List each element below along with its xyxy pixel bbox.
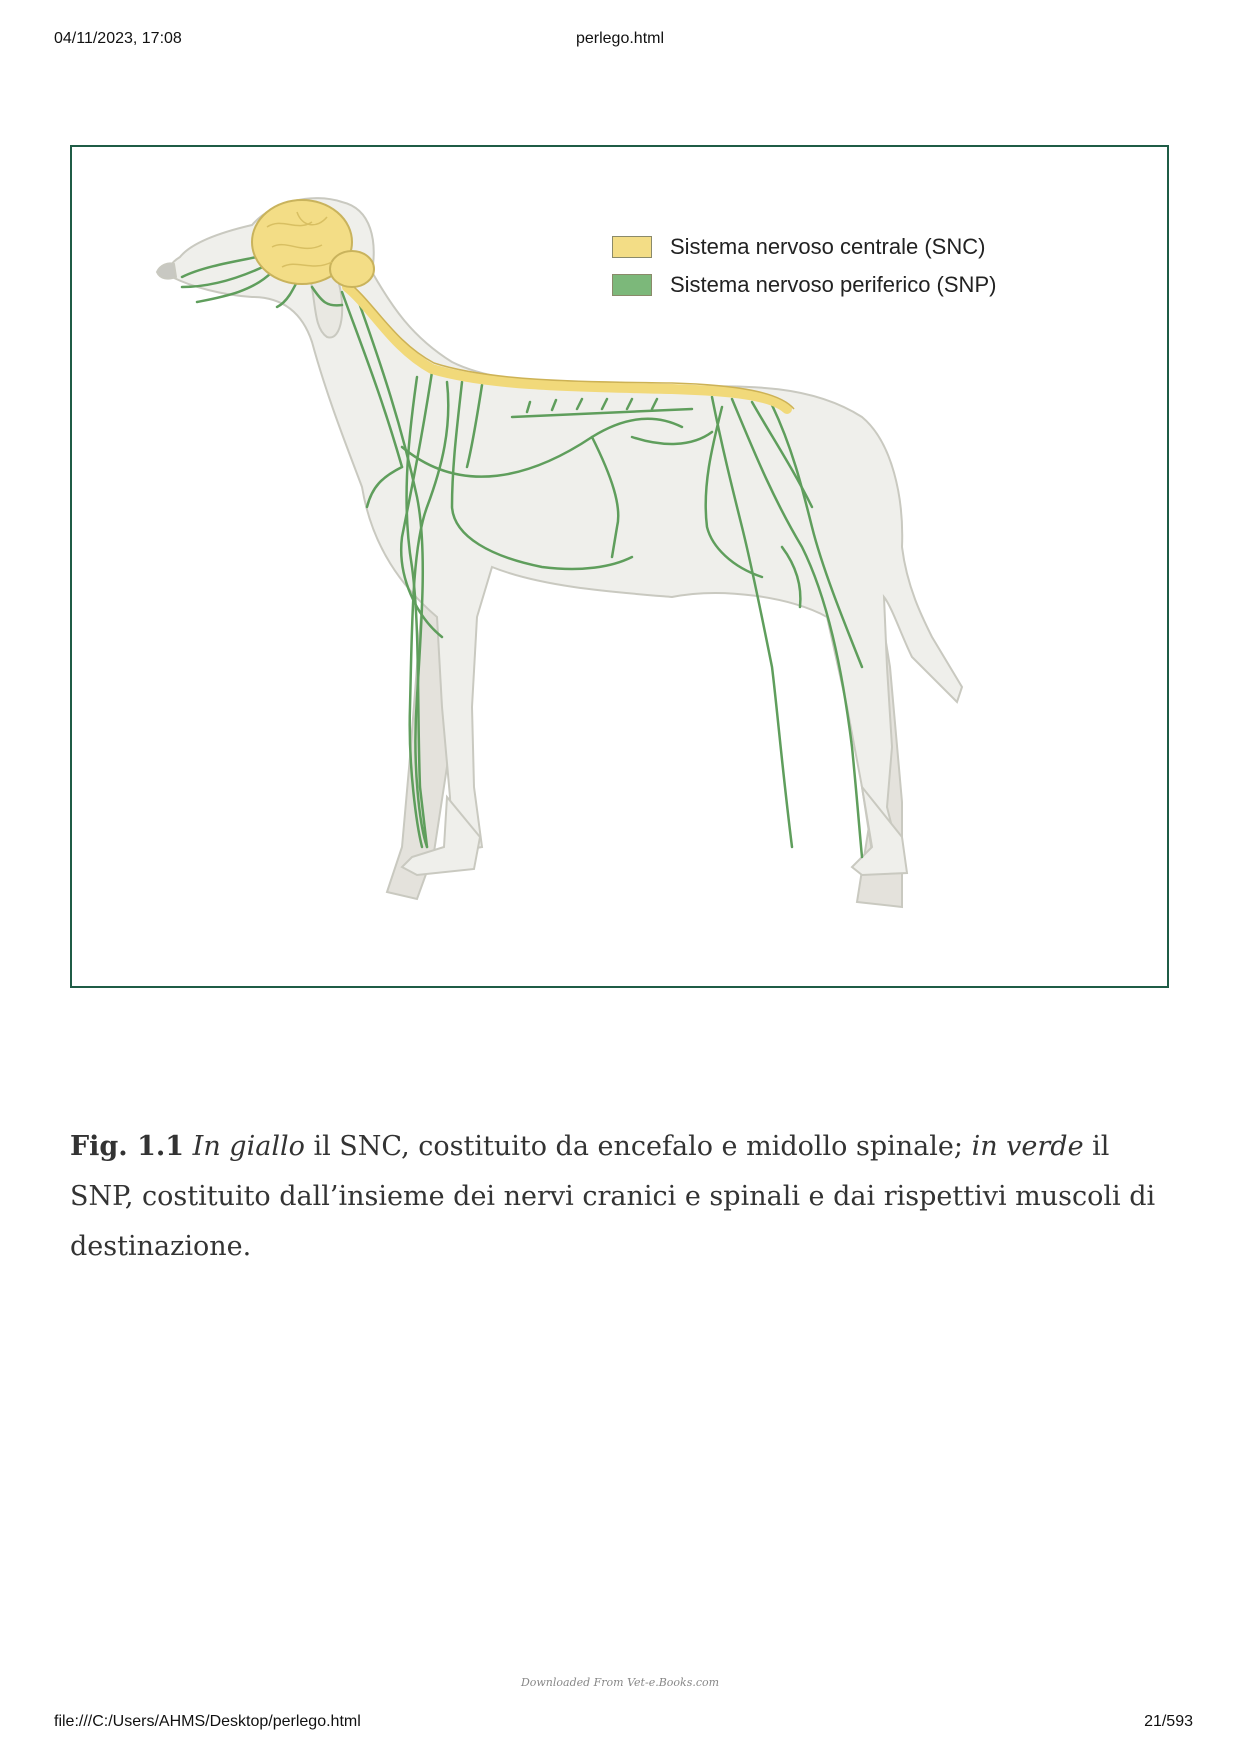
figure-frame [70,145,1169,988]
cerebellum [330,251,374,287]
print-datetime: 04/11/2023, 17:08 [54,30,182,47]
caption-text-2: il SNP, costituito dall’insieme dei nervi cranici e spinali e dai rispettivi muscoli di destinazione. [70,1131,1156,1262]
legend-swatch-snp [612,274,652,296]
print-page-number: 21/593 [1144,1713,1193,1730]
print-page-title: perlego.html [575,30,665,47]
figure-legend [612,232,996,308]
figure-number: Fig. 1.1 [70,1131,185,1162]
figure-caption [70,1122,1170,1272]
legend-label-snp: Sistema nervoso periferico (SNP) [670,272,997,297]
legend-item-snp [612,270,996,300]
caption-italic-yellow: In giallo [192,1131,305,1162]
download-watermark: Downloaded From Vet-e.Books.com [520,1676,720,1689]
print-file-path: file:///C:/Users/AHMS/Desktop/perlego.html [54,1713,361,1730]
legend-swatch-snc [612,236,652,258]
caption-text-1: il SNC, costituito da encefalo e midollo spinale; [304,1131,972,1162]
caption-italic-green: in verde [971,1131,1084,1162]
legend-item-snc [612,232,996,262]
legend-label-snc: Sistema nervoso centrale (SNC) [670,234,986,259]
